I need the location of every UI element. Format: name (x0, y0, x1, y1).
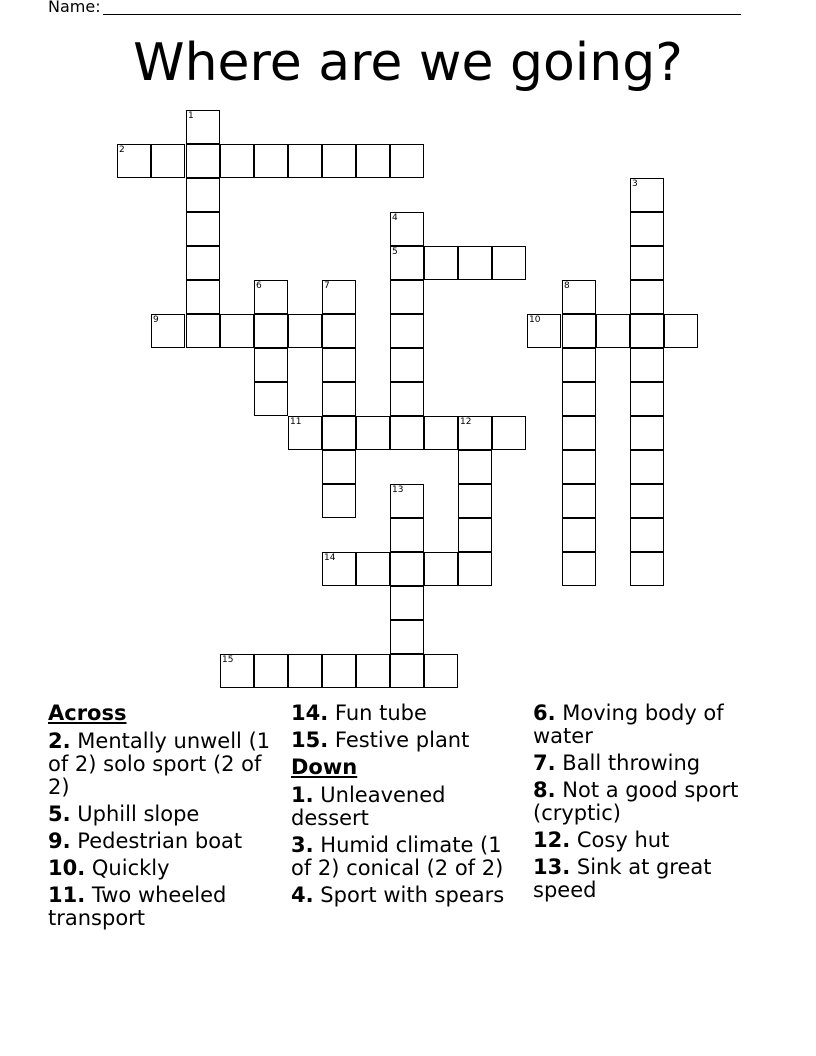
grid-cell[interactable] (630, 484, 664, 518)
name-label: Name: (48, 0, 101, 16)
grid-cell[interactable] (492, 416, 526, 450)
grid-cell[interactable] (322, 314, 356, 348)
clue-down-8: 8. Not a good sport (cryptic) (533, 778, 739, 825)
grid-cell[interactable] (630, 178, 664, 212)
grid-cell[interactable] (390, 416, 424, 450)
grid-cell[interactable] (630, 450, 664, 484)
clue-down-12: 12. Cosy hut (533, 828, 670, 852)
grid-cell[interactable] (390, 144, 424, 178)
grid-cell[interactable] (288, 144, 322, 178)
grid-cell[interactable] (356, 416, 390, 450)
grid-cell[interactable] (322, 552, 356, 586)
grid-cell[interactable] (390, 382, 424, 416)
grid-cell[interactable] (424, 654, 458, 688)
grid-cell[interactable] (390, 246, 424, 280)
grid-cell[interactable] (390, 484, 424, 518)
grid-cell[interactable] (322, 416, 356, 450)
grid-cell[interactable] (630, 416, 664, 450)
grid-cell[interactable] (322, 484, 356, 518)
clue-number: 7 (324, 281, 330, 291)
grid-cell[interactable] (356, 144, 390, 178)
grid-cell[interactable] (562, 382, 596, 416)
grid-cell[interactable] (562, 518, 596, 552)
clue-number: 6 (256, 281, 262, 291)
grid-cell[interactable] (151, 144, 185, 178)
grid-cell[interactable] (458, 246, 492, 280)
clue-number: 10 (529, 315, 541, 325)
grid-cell[interactable] (186, 246, 220, 280)
grid-cell[interactable] (186, 280, 220, 314)
clue-across-10: 10. Quickly (48, 856, 170, 880)
clue-across-2: 2. Mentally unwell (1 of 2) solo sport (2 of 2) (48, 729, 271, 799)
clue-number: 12 (460, 417, 472, 427)
clue-down-7: 7. Ball throwing (533, 751, 701, 775)
grid-cell[interactable] (562, 484, 596, 518)
grid-cell[interactable] (322, 144, 356, 178)
grid-cell[interactable] (254, 382, 288, 416)
down-heading: Down (291, 755, 358, 779)
grid-cell[interactable] (562, 348, 596, 382)
clue-across-14: 14. Fun tube (291, 701, 427, 725)
grid-cell[interactable] (186, 110, 220, 144)
grid-cell[interactable] (220, 314, 254, 348)
clue-number: 3 (632, 179, 638, 189)
grid-cell[interactable] (527, 314, 561, 348)
grid-cell[interactable] (424, 552, 458, 586)
clue-across-5: 5. Uphill slope (48, 802, 200, 826)
grid-cell[interactable] (630, 212, 664, 246)
name-field[interactable] (103, 14, 741, 15)
clue-down-3: 3. Humid climate (1 of 2) conical (2 of 2) (291, 833, 504, 880)
clue-number: 13 (392, 485, 404, 495)
clue-number: 2 (119, 145, 125, 155)
grid-cell[interactable] (664, 314, 698, 348)
grid-cell[interactable] (390, 620, 424, 654)
grid-cell[interactable] (492, 246, 526, 280)
grid-cell[interactable] (186, 178, 220, 212)
clues-column-1 (48, 702, 280, 934)
grid-cell[interactable] (254, 348, 288, 382)
grid-cell[interactable] (424, 246, 458, 280)
clue-number: 14 (324, 553, 336, 563)
grid-cell[interactable] (390, 586, 424, 620)
grid-cell[interactable] (458, 518, 492, 552)
grid-cell[interactable] (596, 314, 630, 348)
grid-cell[interactable] (254, 144, 288, 178)
grid-cell[interactable] (186, 314, 220, 348)
clues-column-2 (291, 702, 523, 911)
grid-cell[interactable] (390, 552, 424, 586)
grid-cell[interactable] (356, 552, 390, 586)
grid-cell[interactable] (288, 314, 322, 348)
grid-cell[interactable] (630, 348, 664, 382)
clue-number: 5 (392, 247, 398, 257)
grid-cell[interactable] (458, 552, 492, 586)
clue-number: 9 (153, 315, 159, 325)
clue-number: 15 (222, 655, 234, 665)
grid-cell[interactable] (630, 280, 664, 314)
grid-cell[interactable] (424, 416, 458, 450)
grid-cell[interactable] (254, 314, 288, 348)
grid-cell[interactable] (288, 416, 322, 450)
grid-cell[interactable] (390, 212, 424, 246)
grid-cell[interactable] (630, 246, 664, 280)
grid-cell[interactable] (390, 518, 424, 552)
grid-cell[interactable] (322, 654, 356, 688)
page-title: Where are we going? (133, 33, 683, 93)
grid-cell[interactable] (322, 280, 356, 314)
grid-cell[interactable] (288, 654, 322, 688)
grid-cell[interactable] (254, 280, 288, 314)
grid-cell[interactable] (322, 450, 356, 484)
grid-cell[interactable] (390, 654, 424, 688)
grid-cell[interactable] (630, 552, 664, 586)
clue-across-9: 9. Pedestrian boat (48, 829, 243, 853)
clue-number: 4 (392, 213, 398, 223)
clue-number: 8 (564, 281, 570, 291)
grid-cell[interactable] (630, 382, 664, 416)
grid-cell[interactable] (562, 450, 596, 484)
grid-cell[interactable] (458, 416, 492, 450)
grid-cell[interactable] (458, 450, 492, 484)
clue-down-6: 6. Moving body of water (533, 701, 724, 748)
clue-number: 11 (290, 417, 302, 427)
grid-cell[interactable] (322, 348, 356, 382)
grid-cell[interactable] (322, 382, 356, 416)
grid-cell[interactable] (186, 212, 220, 246)
grid-cell[interactable] (356, 654, 390, 688)
grid-cell[interactable] (390, 280, 424, 314)
grid-cell[interactable] (630, 314, 664, 348)
grid-cell[interactable] (220, 144, 254, 178)
grid-cell[interactable] (151, 314, 185, 348)
grid-cell[interactable] (458, 484, 492, 518)
grid-cell[interactable] (562, 552, 596, 586)
grid-cell[interactable] (220, 654, 254, 688)
across-heading: Across (48, 701, 127, 725)
grid-cell[interactable] (630, 518, 664, 552)
clue-across-11: 11. Two wheeled transport (48, 883, 227, 930)
clue-down-13: 13. Sink at great speed (533, 855, 712, 902)
clue-down-1: 1. Unleavened dessert (291, 783, 446, 830)
grid-cell[interactable] (562, 280, 596, 314)
grid-cell[interactable] (562, 416, 596, 450)
clue-number: 1 (188, 111, 194, 121)
grid-cell[interactable] (254, 654, 288, 688)
grid-cell[interactable] (562, 314, 596, 348)
clues-column-3 (533, 702, 765, 906)
grid-cell[interactable] (117, 144, 151, 178)
grid-cell[interactable] (390, 348, 424, 382)
grid-cell[interactable] (390, 314, 424, 348)
clue-across-15: 15. Festive plant (291, 728, 470, 752)
clue-down-4: 4. Sport with spears (291, 883, 505, 907)
grid-cell[interactable] (186, 144, 220, 178)
